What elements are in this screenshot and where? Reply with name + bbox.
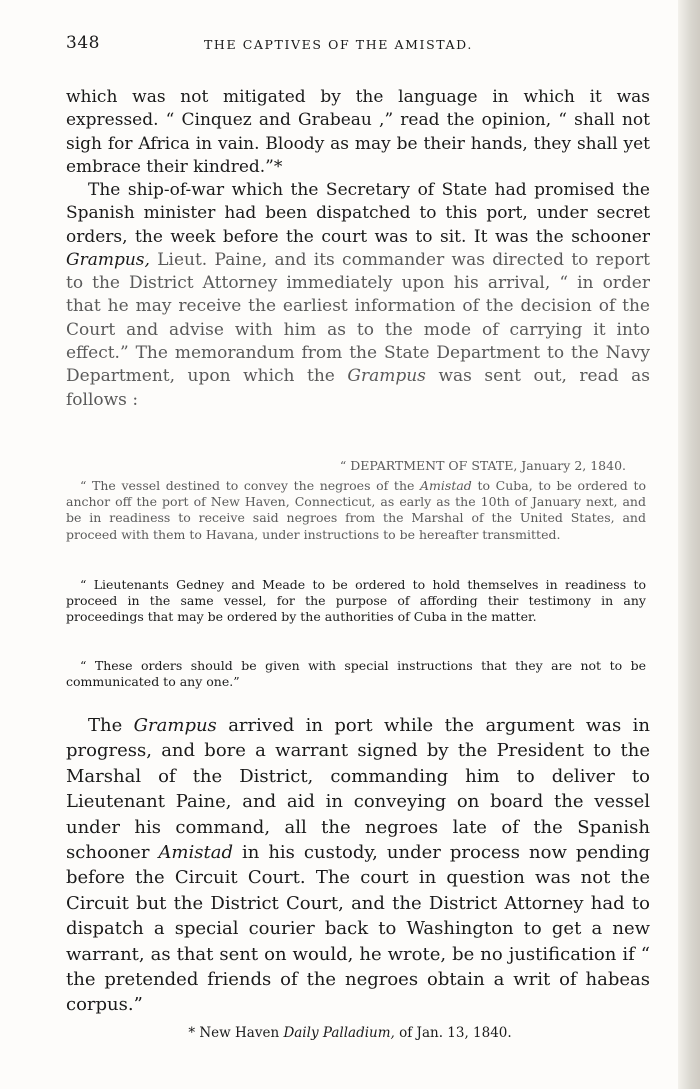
quote-paragraph-2: “ Lieutenants Gedney and Meade to be ordered to hold themselves in readiness to proceed in the same vessel, for the purpose of affording their testimony in any proceedings that may be ordered by the authorities of Cuba in the matter. [66, 577, 646, 625]
running-head: THE CAPTIVES OF THE AMISTAD. [204, 37, 473, 52]
quote-dateline: “ DEPARTMENT OF STATE, January 2, 1840. [339, 458, 626, 473]
footnote-prefix: * New Haven [188, 1025, 284, 1041]
paragraph-2-text-c: was sent out, read as follows : [66, 366, 650, 410]
page-header [66, 33, 660, 59]
paragraph-3-text-c: in his custody, under process now pending before the Circuit Court. The court in question was not the Circuit but the District Court, and the District Attorney had to dispatch a special courier back to Washington to get a new warrant, as that sent on would, he wrote, be no justification if “ the pretended friends of the negroes obtain a writ of habeas corpus.” [66, 842, 651, 1016]
page-gutter [678, 0, 700, 1089]
paragraph-1-text: which was not mitigated by the language in which it was expressed. “ Cinquez and Grabeau ,” read the opinion, “ shall not sigh for Africa in vain. Bloody as may be their hands, they shall yet embrace their kindred.”* [66, 87, 650, 177]
paragraph-2-text-a: The ship-of-war which the Secretary of State had promised the Spanish minister had been dispatched to this port, under secret orders, the week before the court was to sit. It was the schooner [66, 180, 650, 247]
paragraph-3-text-a: The [88, 715, 134, 736]
quote-paragraph-3: “ These orders should be given with special instructions that they are not to be communicated to any one.” [66, 658, 646, 690]
ship-name-grampus-3: Grampus [133, 715, 217, 736]
paragraph-3-text-b: arrived in port while the argument was in progress, and bore a warrant signed by the President to the Marshal of the District, commanding him to deliver to Lieutenant Paine, and aid in conveying on board the vessel under his command, all the negroes late of the Spanish schooner [66, 715, 650, 864]
ship-name-grampus-2: Grampus [347, 366, 426, 387]
footnote [0, 1025, 700, 1041]
paragraph-3 [66, 713, 650, 1018]
quote-1-text-a: “ The vessel destined to convey the negroes of the [80, 478, 421, 493]
paragraph-2 [66, 179, 650, 412]
ship-name-amistad: Amistad [420, 478, 472, 493]
footnote-suffix: of Jan. 13, 1840. [394, 1025, 512, 1041]
paragraph-1 [66, 86, 650, 179]
ship-name-amistad-2: Amistad [158, 842, 233, 864]
ship-name-grampus: Grampus, [66, 249, 150, 270]
page-number: 348 [66, 33, 100, 53]
quote-1-text-b: to Cuba, to be ordered to anchor off the port of New Haven, Connecticut, as early as the 10th of January next, and be in readiness to receive said negroes from the Marshal of the United States, and proceed with them to Havana, under instructions to be hereafter transmitted. [66, 478, 646, 542]
quote-paragraph-1 [66, 478, 646, 543]
footnote-source: Daily Palladium, [283, 1025, 395, 1041]
paragraph-2-text-b: Lieut. Paine, and its commander was directed to report to the District Attorney immediately upon his arrival, “ in order that he may receive the earliest information of the decision of the Court and advise with him as to the mode of carrying it into effect.” The memorandum from the State Department to the Navy Department, upon which the [66, 249, 650, 387]
